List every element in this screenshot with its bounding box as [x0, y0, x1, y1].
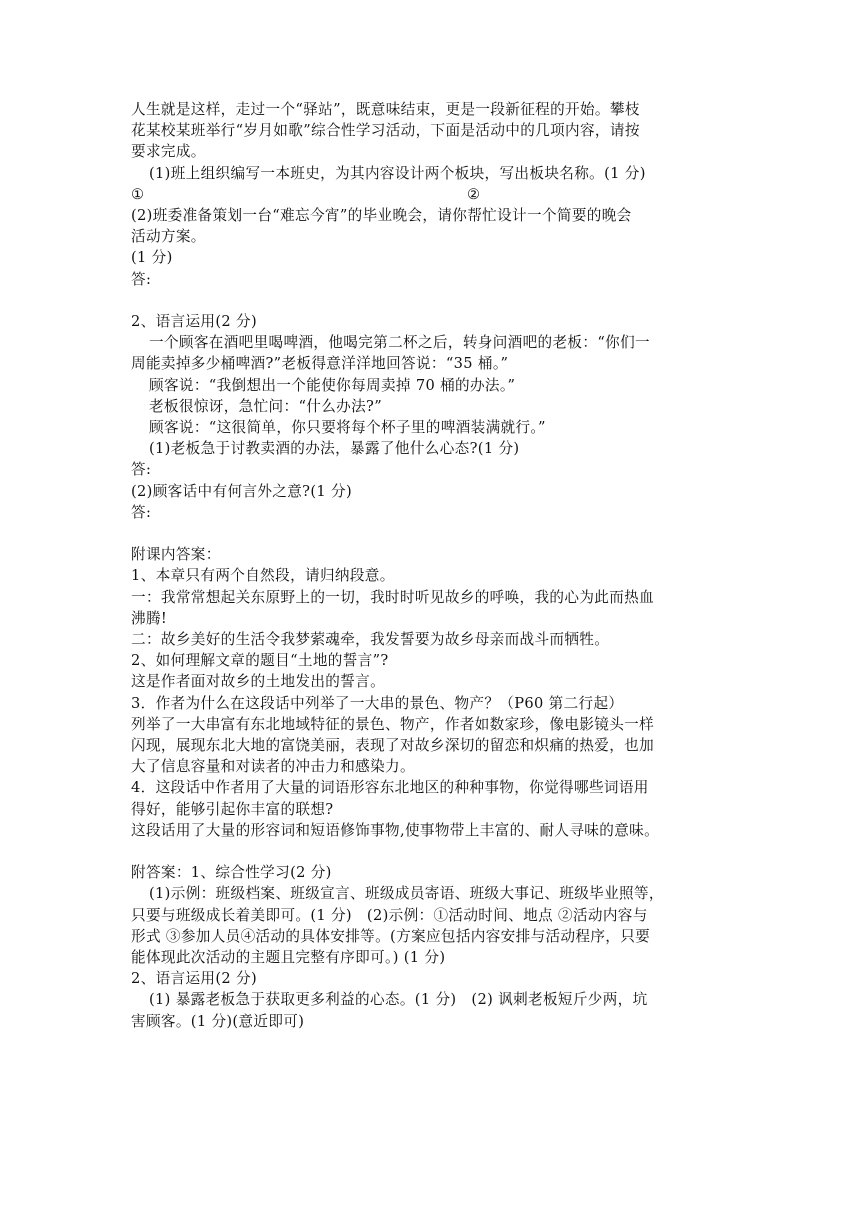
answer-item: 这是作者面对故乡的土地发出的誓言。: [131, 673, 386, 691]
answer-item: 二：故乡美好的生活令我梦萦魂牵，我发誓要为故乡母亲而战斗而牺牲。: [131, 631, 610, 649]
blank-row: [131, 184, 731, 205]
answer-item: 大了信息容量和对读者的冲击力和感染力。: [131, 758, 415, 776]
spacer: [131, 523, 731, 544]
story-line: 一个顾客在酒吧里喝啤酒，他喝完第二杯之后，转身问酒吧的老板：“你们一: [149, 334, 650, 352]
section-title: 2、语言运用(2 分): [131, 313, 258, 331]
answer-item: 3．作者为什么在这段话中列举了一大串的景色、物产？（P60 第二行起）: [131, 694, 624, 712]
answer-line: 形式 ③参加人员④活动的具体安排等。(方案应包括内容安排与活动程序，只要: [131, 927, 651, 945]
section-in-class-answers: [131, 544, 731, 841]
question-2-line: (1 分): [131, 249, 173, 267]
answer-line: (1)示例：班级档案、班级宣言、班级成员寄语、班级大事记、班级毕业照等，: [149, 885, 664, 903]
spacer: [131, 841, 731, 862]
intro-line: 要求完成。: [131, 143, 206, 161]
section-heading: 附答案：1、综合性学习(2 分): [131, 864, 332, 882]
question-2: (2)顾客话中有何言外之意?(1 分): [131, 482, 352, 500]
answer-line: 只要与班级成长着美即可。(1 分) (2)示例：①活动时间、地点 ②活动内容与: [131, 906, 648, 924]
sub-heading: 2、语言运用(2 分): [131, 970, 258, 988]
answer-item: 2、如何理解文章的题目“土地的誓言”?: [131, 652, 389, 670]
document-body: [131, 99, 731, 1032]
section-language-use: [131, 311, 731, 523]
answer-item: 1、本章只有两个自然段，请归纳段意。: [131, 567, 395, 585]
dialog-line: 老板很惊讶，急忙问：“什么办法?”: [149, 397, 383, 415]
section-heading: 附课内答案：: [131, 546, 221, 564]
question-2-line: 活动方案。: [131, 228, 206, 246]
question-1: (1)班上组织编写一本班史，为其内容设计两个板块，写出板块名称。(1 分): [149, 164, 646, 182]
story-line: 周能卖掉多少桶啤酒?”老板得意洋洋地回答说：“35 桶。”: [131, 355, 509, 373]
spacer: [131, 290, 731, 311]
section-answer-key: [131, 862, 731, 1032]
blank-marker-1: ①: [131, 185, 145, 203]
answer-item: 得好，能够引起你丰富的联想?: [131, 800, 334, 818]
section-comprehensive-study: [131, 99, 731, 290]
answer-line: (1) 暴露老板急于获取更多利益的心态。(1 分) (2) 讽刺老板短斤少两，坑: [149, 991, 648, 1009]
answer-item: 列举了一大串富有东北地域特征的景色、物产，作者如数家珍，像电影镜头一样: [131, 715, 655, 733]
intro-line: 花某校某班举行“岁月如歌”综合性学习活动，下面是活动中的几项内容，请按: [131, 122, 640, 140]
answer-label: 答:: [131, 270, 152, 288]
answer-line: 能体现此次活动的主题且完整有序即可。) (1 分): [131, 949, 446, 967]
blank-marker-2: ②: [467, 185, 481, 203]
answer-item: 沸腾!: [131, 609, 168, 627]
answer-item: 这段话用了大量的形容词和短语修饰事物,使事物带上丰富的、耐人寻味的意味。: [131, 821, 660, 839]
dialog-line: 顾客说：“我倒想出一个能使你每周卖掉 70 桶的办法。”: [149, 376, 516, 394]
answer-item: 闪现，展现东北大地的富饶美丽，表现了对故乡深切的留恋和炽痛的热爱，也加: [131, 737, 655, 755]
answer-item: 一：我常常想起关东原野上的一切，我时时听见故乡的呼唤，我的心为此而热血: [131, 588, 655, 606]
answer-item: 4．这段话中作者用了大量的词语形容东北地区的种种事物，你觉得哪些词语用: [131, 779, 649, 797]
answer-label: 答:: [131, 461, 152, 479]
question-1: (1)老板急于讨教卖酒的办法，暴露了他什么心态?(1 分): [149, 440, 520, 458]
answer-line: 害顾客。(1 分)(意近即可): [131, 1012, 305, 1030]
dialog-line: 顾客说：“这很简单，你只要将每个杯子里的啤酒装满就行。”: [149, 419, 546, 437]
intro-line: 人生就是这样，走过一个“驿站”，既意味结束，更是一段新征程的开始。攀枝: [131, 101, 640, 118]
answer-label: 答:: [131, 503, 152, 521]
question-2-line: (2)班委准备策划一台“难忘今宵”的毕业晚会，请你帮忙设计一个简要的晚会: [131, 207, 632, 225]
